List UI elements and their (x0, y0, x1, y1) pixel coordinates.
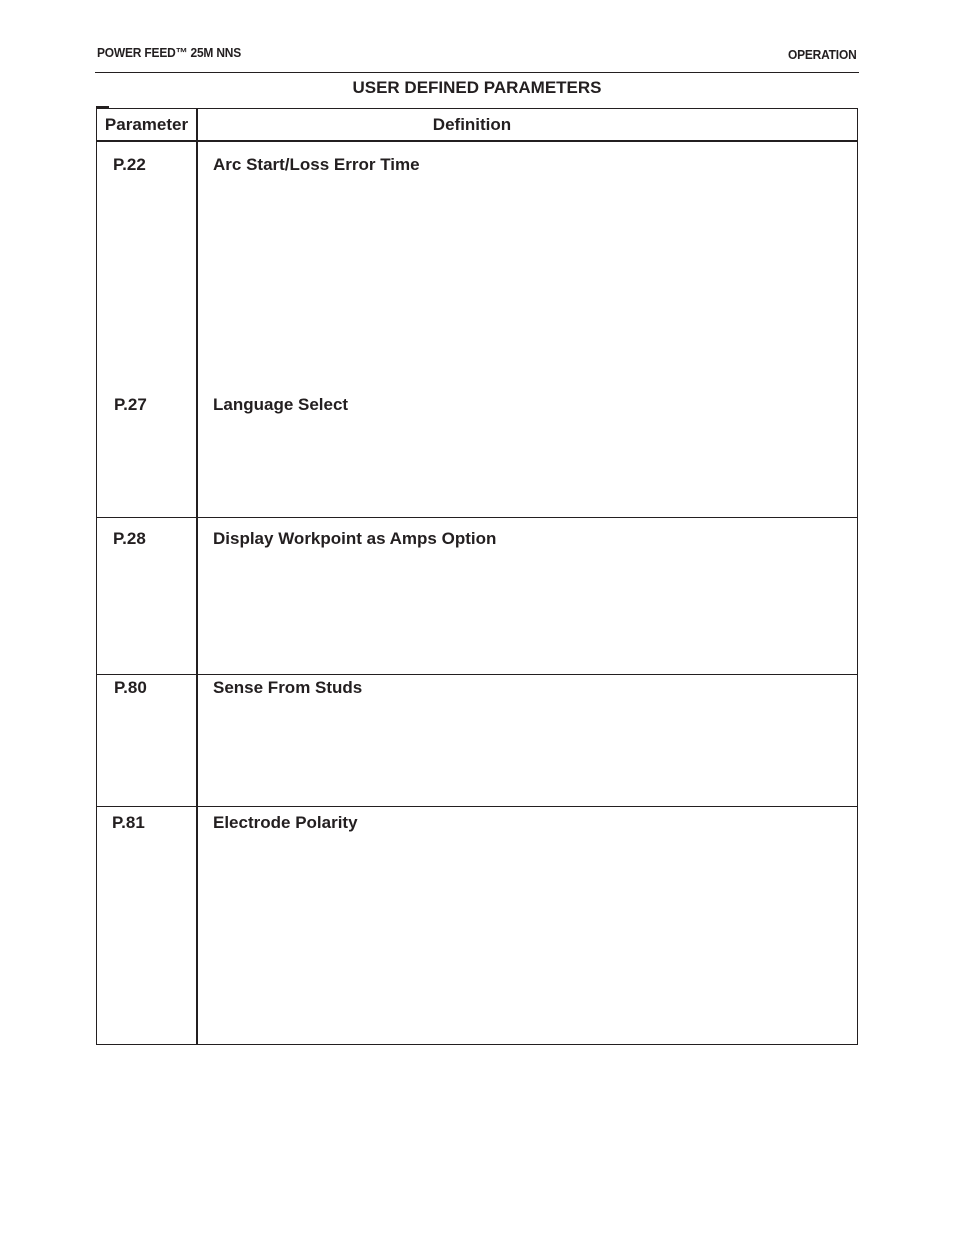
table-row-p80-parameter: P.80 (114, 678, 147, 697)
document-header-section: OPERATION (788, 47, 857, 62)
page-title: USER DEFINED PARAMETERS (352, 78, 602, 97)
table-column-divider (196, 108, 198, 1045)
table-row-p22-definition: Arc Start/Loss Error Time (213, 155, 420, 174)
table-row-p27-parameter: P.27 (114, 395, 147, 414)
table-row-p80-definition: Sense From Studs (213, 678, 363, 697)
table-row-p28-definition: Display Workpoint as Amps Option (213, 529, 497, 548)
table-row-divider (96, 806, 858, 807)
table-row-p28-parameter: P.28 (113, 529, 146, 548)
table-row-p27-definition: Language Select (213, 395, 349, 414)
column-header-definition: Definition (432, 115, 512, 134)
table-row-p22-parameter: P.22 (113, 155, 146, 174)
header-divider (95, 72, 859, 73)
table-row-p81-definition: Electrode Polarity (213, 813, 358, 832)
table-row-divider (96, 517, 858, 518)
table-row-divider (96, 674, 858, 675)
table-header-divider (96, 140, 858, 142)
table-row-p81-parameter: P.81 (112, 813, 145, 832)
document-header-product: POWER FEED™ 25M NNS (97, 45, 242, 60)
column-header-parameter: Parameter (104, 115, 189, 134)
parameters-table (96, 108, 858, 1045)
